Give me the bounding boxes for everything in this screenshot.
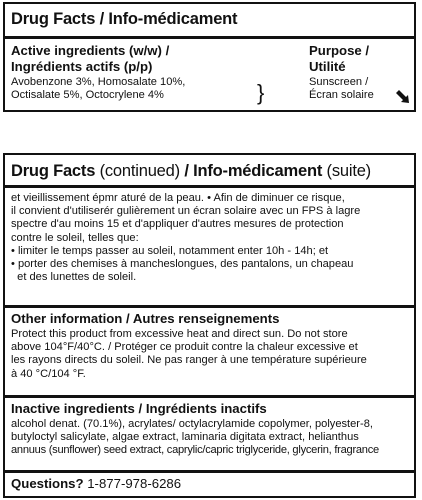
panel-title-continued [11, 162, 371, 181]
inactive-heading: Inactive ingredients / Ingrédients inactifs [11, 401, 267, 416]
continued-line: et des lunettes de soleil. [11, 271, 137, 284]
continued-warnings [11, 192, 360, 284]
section-divider [5, 305, 414, 308]
questions-label: Questions? [11, 476, 84, 491]
title-bold-fr: Info-médicament [193, 162, 323, 180]
other-line: les rayons directs du soleil. Ne pas ranger à une température supérieure [11, 354, 367, 367]
active-line-2: Octisalate 5%, Octocrylene 4% [11, 89, 164, 102]
title-light: (continued) [99, 162, 180, 180]
title-separator: / [184, 162, 189, 180]
purpose-line-1: Sunscreen / [309, 76, 369, 88]
arrow-down-right-icon [395, 90, 411, 104]
inactive-line: butyloctyl salicylate, algae extract, laminaria digitata extract, helianthus [11, 431, 359, 444]
purpose-heading-fr: Utilité [309, 59, 346, 74]
continued-line: et vieillissement épmr aturé de la peau. • Afin de diminuer ce risque, [11, 192, 345, 204]
drug-facts-panel-top [3, 2, 416, 112]
title-bold: Drug Facts [11, 162, 96, 180]
purpose-section [309, 44, 374, 102]
active-heading-fr: Ingrédients actifs (p/p) [11, 59, 153, 74]
other-information-section [11, 312, 367, 381]
section-divider [5, 395, 414, 398]
other-heading: Other information / Autres renseignements [11, 311, 280, 326]
questions-phone[interactable]: 1-877-978-6286 [87, 476, 182, 491]
title-light-fr-text: (suite) [326, 162, 371, 180]
other-line: Protect this product from excessive heat and direct sun. Do not store [11, 328, 348, 340]
section-divider [5, 36, 414, 39]
active-ingredients-section [11, 44, 185, 102]
purpose-heading-en: Purpose / [309, 43, 370, 58]
other-line: à 40 °C/104 °F. [11, 367, 86, 380]
inactive-line: alcohol denat. (70.1%), acrylates/ octylacrylamide copolymer, polyester-8, [11, 418, 373, 430]
section-divider [5, 470, 414, 473]
purpose-line-2: Écran solaire [309, 89, 374, 102]
bracket-glyph: } [257, 80, 265, 105]
other-line: above 104°F/40°C. / Protéger ce produit contre la chaleur excessive et [11, 341, 358, 354]
questions-line [11, 476, 181, 491]
active-heading-en: Active ingredients (w/w) / [11, 43, 170, 58]
continued-line: • porter des chemises à mancheslongues, des pantalons, un chapeau [11, 258, 354, 271]
continued-line: spectre d'au moins 15 et d'appliquer d'autres mesures de protection [11, 218, 344, 231]
continued-line: il convient d'utiliserér gulièrement un écran solaire avec un FPS à lagre [11, 205, 361, 218]
drug-facts-panel-continued [3, 153, 416, 498]
inactive-line: annuus (sunflower) seed extract, caprylic/capric triglyceride, glycerin, fragrance [11, 444, 379, 457]
inactive-ingredients-section [11, 402, 379, 458]
section-divider [5, 185, 414, 188]
panel-title: Drug Facts / Info-médicament [11, 10, 238, 28]
active-line-1: Avobenzone 3%, Homosalate 10%, [11, 76, 186, 88]
continued-line: • limiter le temps passer au soleil, notamment enter 10h - 14h; et [11, 244, 329, 257]
continued-line: contre le soleil, telles que: [11, 231, 139, 244]
